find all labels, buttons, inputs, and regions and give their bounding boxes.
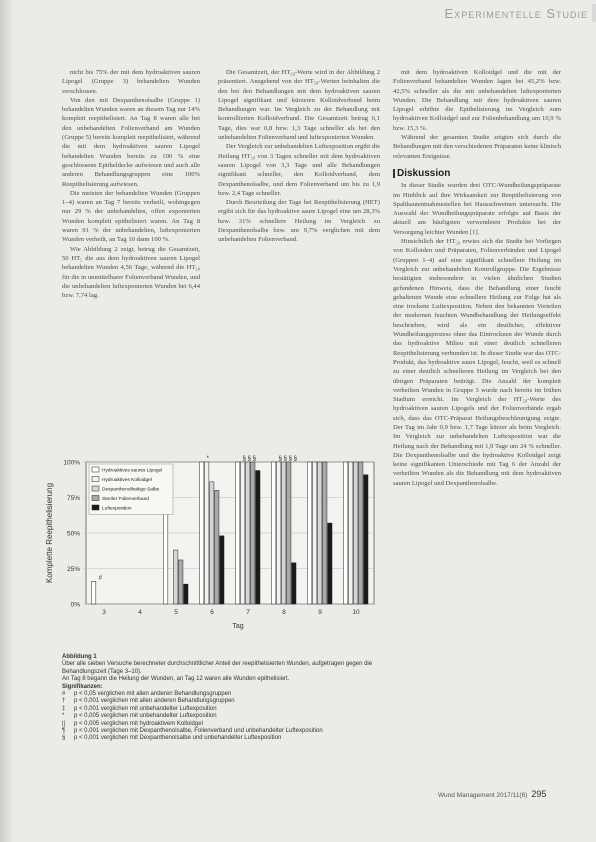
section-title: Experimentelle Studie (444, 6, 588, 21)
paragraph: In dieser Studie wurden drei OTC-Wundheilungspräparate im Hinblick auf ihre Wirksamkeit zur Reepithelisierung von Spalthautentnahmestellen bei Hausschweinen untersucht. Die Auswahl der Wundheilungspräparate erfolgte auf Basis der aktuell am häufigsten verwendeten Produkte bei der Versorgung leichter Wunden [1]. (393, 182, 561, 236)
significance-item (62, 728, 380, 735)
caption-text (62, 661, 380, 683)
significance-symbol: † (62, 698, 66, 705)
y-tick-label: 75% (66, 495, 80, 502)
bar (179, 560, 183, 604)
legend-swatch (92, 505, 99, 510)
significance-text: p < 0,05 verglichen mit allen anderen Behandlungsgruppen (74, 691, 232, 698)
figure-1-chart (38, 452, 380, 647)
significance-symbol: # (62, 691, 66, 698)
bar (240, 462, 244, 604)
y-tick-label: 25% (66, 566, 80, 573)
significance-mark: # (98, 575, 102, 582)
caption-line: An Tag 8 begann die Heilung der Wunden, an Tag 12 waren alle Wunden epithelisiert. (62, 676, 290, 683)
x-tick-label: 3 (102, 609, 106, 616)
bar (323, 462, 327, 604)
caption-line: Über alle sieben Versuche berechneter durchschnittlicher Anteil der reepithelisierten Wunden, aufgetragen gegen die Behandlungszeit (Tage 3–10). (62, 661, 373, 675)
significance-title: Signifikanzen: (62, 683, 103, 690)
x-tick-label: 6 (210, 609, 214, 616)
significance-item (62, 713, 380, 720)
page-number: 295 (531, 789, 547, 799)
text-column-3 (393, 68, 561, 488)
paragraph: Durch Beurteilung der Tage bei Reepithelisierung (HET) ergibt sich für das hydroaktive saure Lipogel eine um 28,3% bzw. 31% schnellere Heilung im Vergleich zu Dexpanthenolsalbe bzw. um 9,7% verglichen mit dem unbehandelten Folienverband. (218, 199, 380, 244)
x-tick-label: 10 (352, 609, 360, 616)
journal-name: Wund Management 2017/11(6) (438, 792, 528, 799)
bar (204, 462, 208, 604)
bar (287, 462, 291, 604)
bar (245, 462, 249, 604)
bar (209, 482, 213, 604)
bar (251, 462, 255, 604)
legend-swatch (92, 467, 99, 472)
bar (312, 462, 316, 604)
significance-text: p < 0,001 verglichen mit allen anderen Behandlungsgruppen (74, 698, 235, 705)
significance-text: p < 0,001 verglichen mit unbehandelter Luftexposition (74, 705, 217, 712)
x-axis-label: Tag (232, 623, 244, 630)
significance-symbol: * (62, 713, 65, 720)
x-tick-label: 4 (138, 609, 142, 616)
legend-swatch (92, 477, 99, 482)
legend-label: Dexpanthenolhaltige Salbe (102, 487, 160, 493)
paragraph: Der Vergleich zur unbehandelten Luftexposition ergibt die Heilung HT₅₀ von 3 Tagen schneller mit dem hydroaktiven sauren Lipogel von 3,3 Tage und alle Behandlungen signifikant schneller, den Kolloidverband, dem Dexpanthenolsalbe, und dem Folienverband um bis zu 1,9 bzw. 2,4 Tage schneller. (218, 143, 380, 197)
paragraph: Die Gesamtzeit, der HT₅₀-Werte wird in der Abbildung 2 präsentiert. Ansgehend von der HT₅₀-Werten beinhalten die den bei den Behandlungen mit dem hydroaktiven sauren Lipogel signifikant und kürzeren Kolloidverbund beim Behandlungen war. Im Vergleich zu der Behandlung mit kontrollierten Kolloidverbund. Die Gesamtzeit betrug 6,1 Tage, dies war 0,8 bzw. 1,3 Tage schneller als bei den unbehandelten Folienverband und luftexponierten Wunden. (218, 69, 380, 142)
significance-text: p < 0,001 verglichen mit Dexpanthenolsalbe, Folienverband und unbehandelter Luftexposition (74, 728, 323, 735)
bar (317, 462, 321, 604)
bar (173, 550, 177, 604)
significance-item (62, 735, 380, 742)
bar (307, 462, 311, 604)
y-tick-label: 50% (66, 530, 80, 538)
legend-label: Hydroaktives Kolloidgel (102, 478, 152, 483)
bar (220, 536, 224, 604)
text-column-1 (62, 68, 200, 300)
legend-swatch (92, 486, 99, 491)
bar (292, 563, 296, 604)
significance-mark: § § § § (278, 456, 297, 462)
significance-text: p < 0,005 verglichen mit unbehandelter Luftexposition (74, 713, 217, 720)
x-tick-label: 5 (174, 609, 178, 616)
page-footer (438, 789, 546, 799)
bar (348, 462, 352, 604)
y-tick-label: 0% (70, 601, 80, 609)
x-tick-label: 9 (318, 609, 322, 616)
bar (256, 471, 260, 604)
bar (276, 462, 280, 604)
bar (271, 462, 275, 604)
legend-label: Luftexposition (102, 506, 132, 512)
bar (235, 462, 239, 604)
significance-symbol: § (62, 735, 66, 742)
paragraph: Die meisten der behandelten Wunden (Gruppen 1–4) waren an Tag 7 bereits verheilt, wohingegen nur 29 % der unbehandelten, offen exponierten Wunden komplett epithelisiert waren. An Tag 8 waren 91 % der unbehandelten, luftexponierten Wunden verheilt, an Tag 10 dann 100 %. (62, 189, 200, 244)
bar (353, 462, 357, 604)
significance-symbol: ‡ (62, 705, 66, 712)
section-bar (592, 4, 596, 22)
x-tick-label: 7 (246, 609, 250, 616)
significance-symbol: || (62, 720, 66, 727)
bar (328, 523, 332, 604)
significance-list (62, 691, 380, 743)
bar (364, 475, 368, 604)
page-binding-shadow (0, 0, 14, 842)
bar (91, 581, 95, 604)
paragraph: Wie Abbildung 2 zeigt, betrug die Gesamtzeit, 50 HT₅ die aus dem hydroaktiven sauren Lipogel behandelten Wunden 4,56 Tage, während die HT₅₀ für die in unmittelbarer Folienverband Wunden, und die unbehandelten luftexponierten Wunden bei 6,44 bzw. 7,74 lag. (62, 245, 200, 300)
discussion-heading: Diskussion (393, 169, 561, 178)
bar (343, 462, 347, 604)
y-axis-label: Komplette Reepithelisierung (45, 482, 54, 584)
significance-item (62, 721, 380, 728)
significance-item (62, 706, 380, 713)
significance-text: p < 0,005 verglichen mit hydroaktivem Kolloidgel (74, 720, 203, 727)
significance-item (62, 691, 380, 698)
legend-swatch (92, 496, 99, 501)
paragraph: mit dem hydroaktiven Kolloidgel und die mit der Folienverband behandelten Wunden lagen bei 45,2% bzw. 42,5% schneller als die mit unbehandelten luftexponierten Wunden. Die Behandlung mit dem hydroaktiven sauren Lipogel erhöhte die Epithelisierung im Vergleich zum hydroaktiven Kolloidgel und zur Folienbehandlung um 10,9 % bzw. 15,3 %. (393, 69, 561, 132)
paragraph: Hinsichtlich der HT₅₀ erwies sich die Studie bei Vorliegen von Kolloiden und Präparaten, Folienverbänden und Lipogel (Gruppen 1–4) auf eine signifikant schnellere Heilung im Vergleich zur unbehandelten Kontrollgruppe. Die Ergebnisse bestätigten insbesondere in vielen ähnlichen Studien gefundenen Hinweis, dass die Behandlung einer feucht gehaltenen Wunde eine schnellere Heilung zur Folge hat als eine trockene Luftexposition. Neben den bekannten Vorteilen der modernen feuchten Wundbehandlung der Heilungseffekt beschrieben, wird als ein deutlicher, effektiver Wundheilungsprozess ohne das Eintrocknen der Wunde durch das hydroaktive Milieu mit einer deutlich schnelleren Reepithelisierung verbunden ist. In dieser Studie war das OTC-Produkt, das hydroaktive saure Lipogel, feucht, weil es schnell zu einer deutlich schnelleren Heilung im Vergleich bei den übrigen Präparaten beiträgt. Die Anzahl der komplett verheilten Wunden in Gruppe 3 wurde nach bereits im frühen Stadium erreicht. Im Vergleich der HT₅₀-Werte des hydroaktiven sauren Lipogels und der Folienverbände ergab sich, dass das OTC-Präparat Heilungsbeschleunigung zeigte. Der Tag im Jahr 0,9 bzw. 1,7 Tage kürzer als beim Vergleich. Im Vergleich zur unbehandelten Luftexposition war die Heilung nach der Behandlung mit 1,9 Tage um 24 % schneller. Die Dexpanthenolsalbe und die hydroaktive Kolloidgel zeigt keine signifikanten Unterschiede mit Tag 6 der Anzahl der verheilten Wunden als die Behandlung mit dem hydroaktiven sauren Lipogel und Dexpanthenolsalbe. (393, 238, 561, 487)
paragraph: Während der gesamten Studie zeigten sich durch die Behandlungen mit den verschiedenen Präparaten keine klinisch relevanten Ereignisse. (393, 134, 561, 160)
bar (199, 462, 203, 604)
legend-label: Steriler Folienverband (102, 497, 149, 502)
significance-symbol: ¶ (62, 728, 66, 735)
significance-mark: * (206, 456, 209, 462)
legend-label: Hydroaktives saures Lipogel (102, 468, 163, 474)
caption-title: Abbildung 1 (62, 654, 97, 660)
x-tick-label: 8 (282, 609, 286, 616)
text-column-2 (218, 68, 380, 245)
bar (215, 490, 219, 604)
significance-text: p < 0,001 verglichen mit Dexpanthenolsalbe und unbehandelter Luftexposition (74, 735, 282, 742)
y-tick-label: 100% (63, 459, 80, 467)
significance-mark: § § § (242, 456, 256, 462)
paragraph: nicht bis 75% der mit dem hydroaktiven sauren Lipogel (Gruppe 3) behandelten Wunden verschlossen. (62, 69, 200, 95)
bar (184, 584, 188, 604)
results-continued (393, 68, 561, 161)
bar (281, 462, 285, 604)
significance-item (62, 698, 380, 705)
bar (359, 462, 363, 604)
discussion-text (393, 181, 561, 488)
paragraph: Von den mit Dexpanthenolsalbe (Gruppe 1) behandelten Wunden waren an diesem Tag nur 14% komplett reepithelisiert. An Tag 8 waren alle bei den unbehandelten Folienverband am Wunden (Gruppe 5) bereits komplett reepithelisiert, während die mit dem hydroaktiven sauren Lipogel behandelten Wunden bereits zu 100 % eine geschlossene Epitheldecke aufwiesen und auch alle anderen Behandlungsgruppen eine 100% Reepithelisierung aufwiesen. (62, 96, 200, 188)
figure-caption (62, 654, 380, 743)
